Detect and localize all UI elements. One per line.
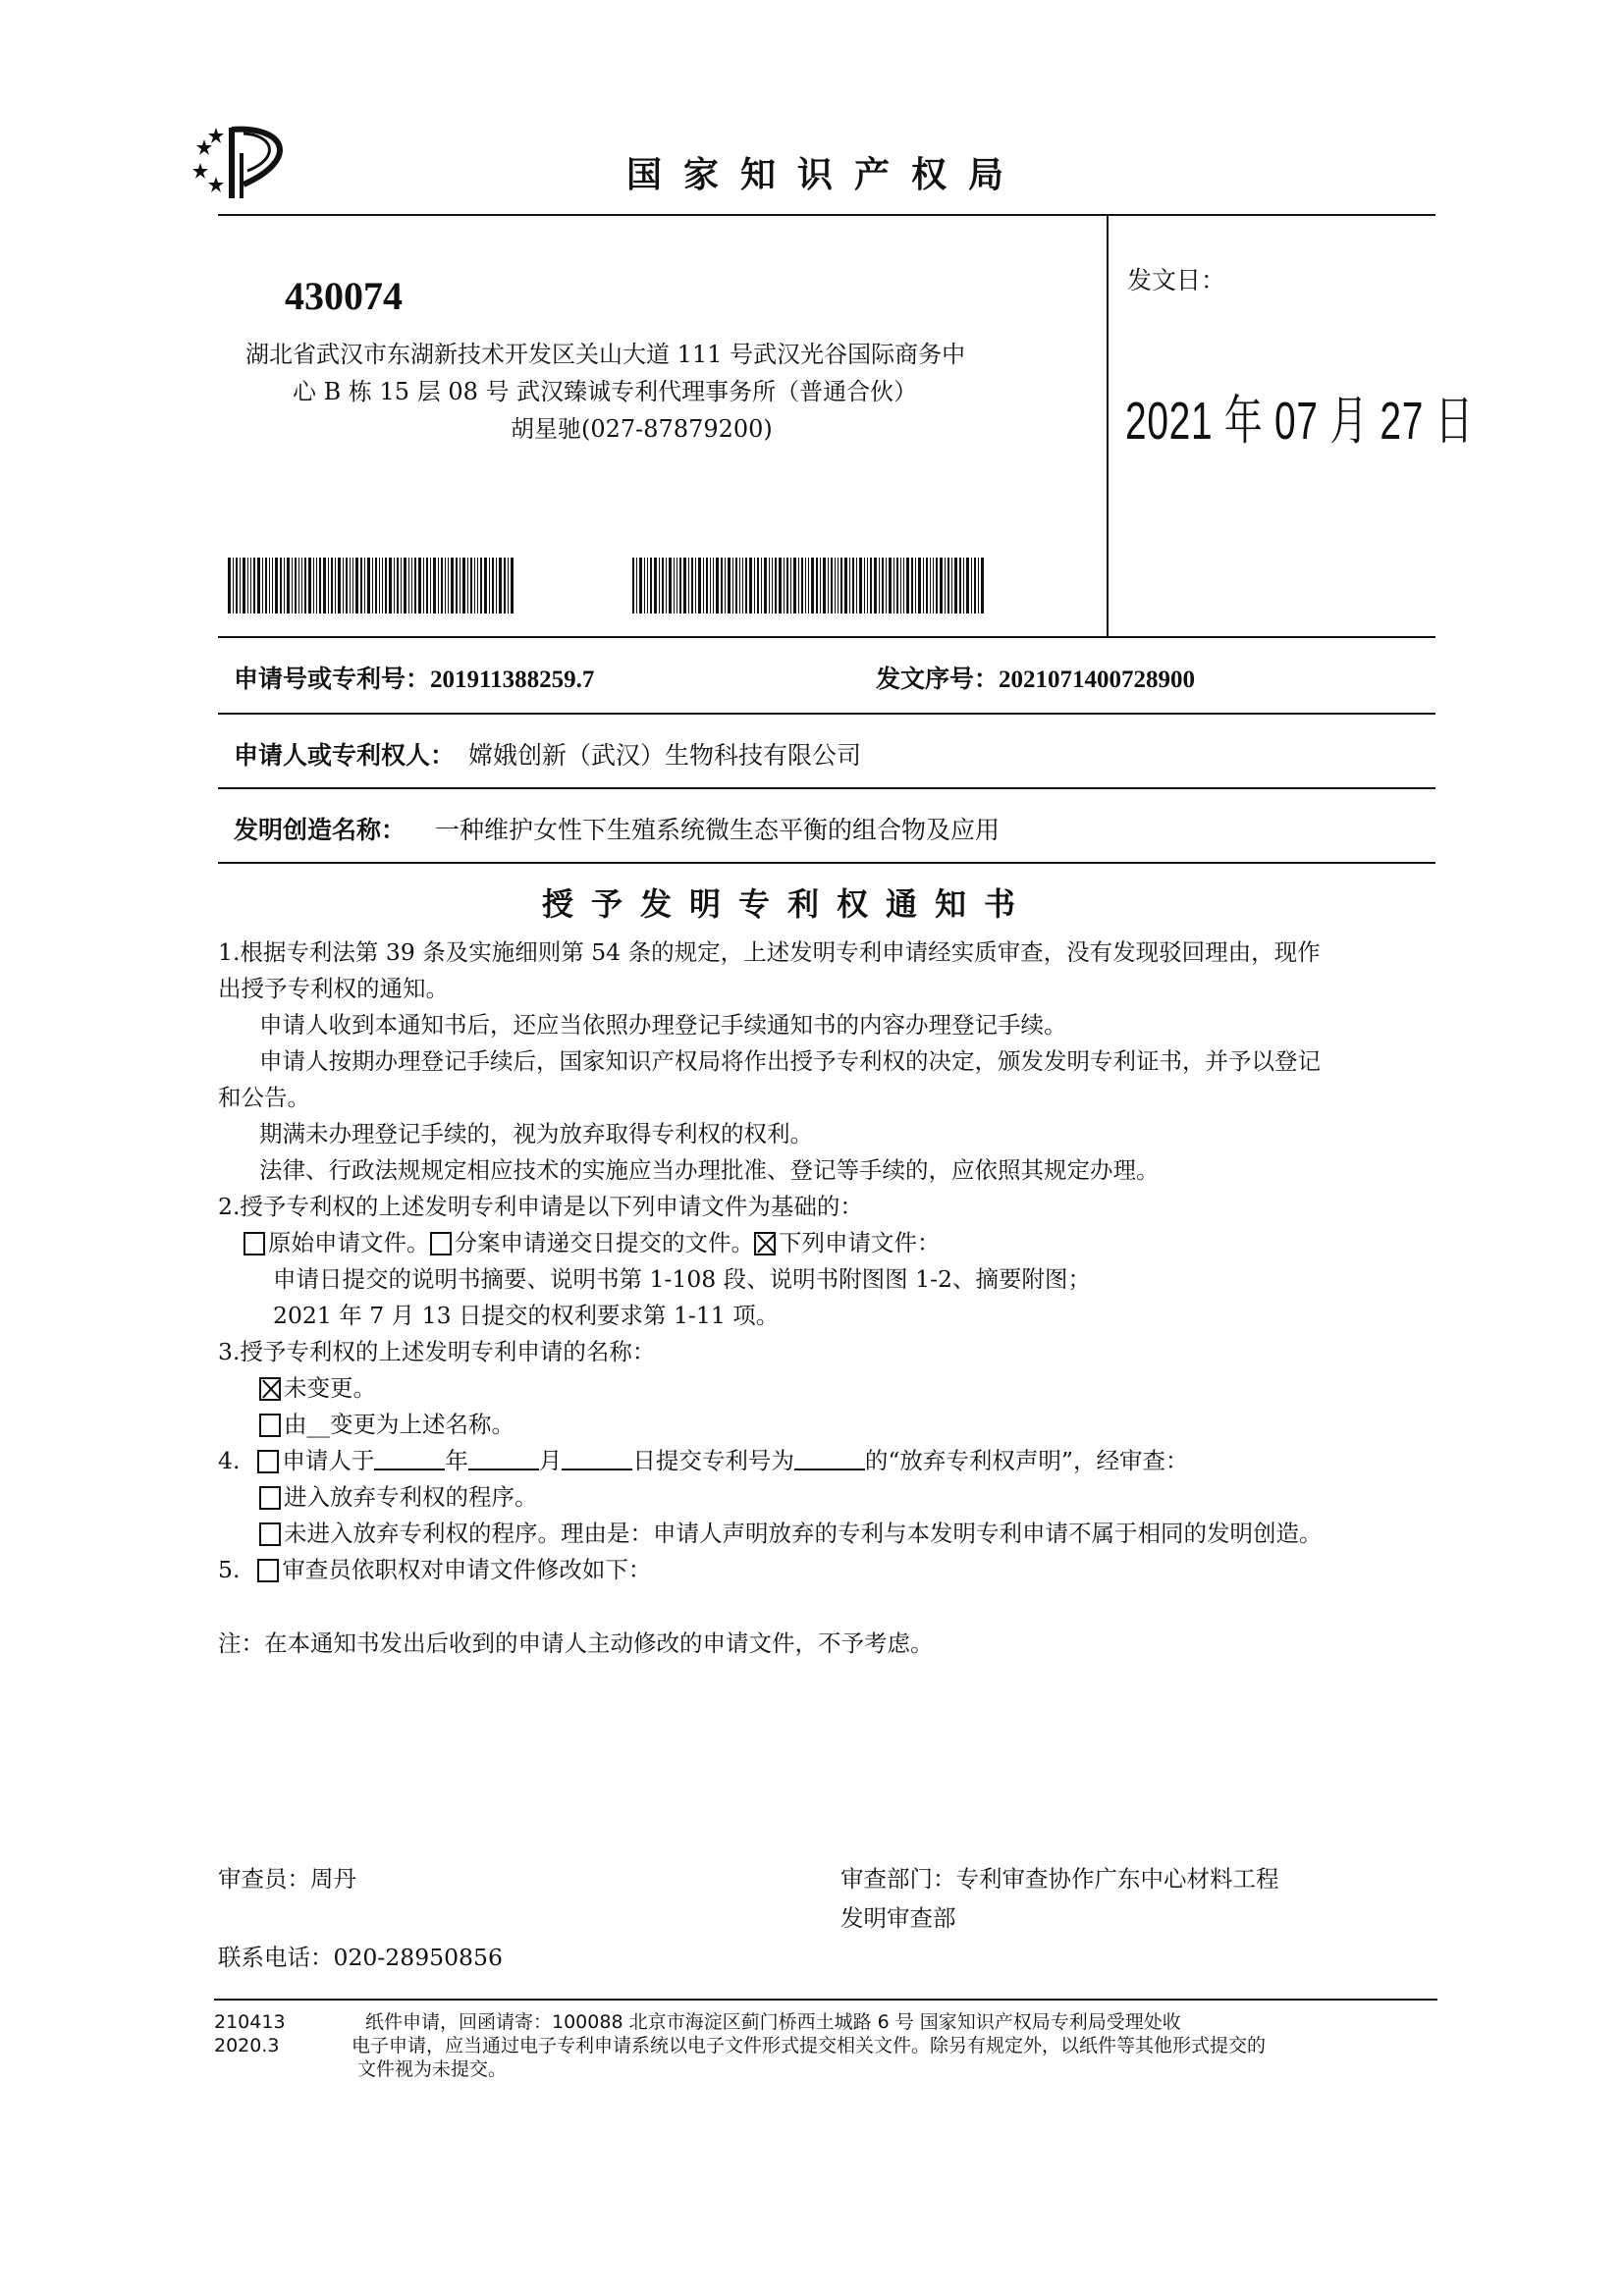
section-4-option-2 bbox=[218, 1516, 1445, 1552]
section-4-text-b: 年 bbox=[445, 1447, 468, 1474]
option-title-unchanged: 未变更。 bbox=[284, 1374, 376, 1402]
applicant-row bbox=[234, 736, 861, 772]
checkbox-not-enter-waiver[interactable] bbox=[259, 1522, 281, 1546]
para-1-line-1: 1.根据专利法第 39 条及实施细则第 54 条的规定，上述发明专利申请经实质审查，没有发现驳回理由，现作 bbox=[218, 938, 1321, 966]
section-2-options bbox=[218, 1225, 1445, 1261]
issue-date-label: 发文日： bbox=[1127, 266, 1226, 294]
department-line-2: 发明审查部 bbox=[840, 1904, 956, 1932]
section-4-number: 4. bbox=[218, 1447, 241, 1474]
row-rule-2 bbox=[218, 787, 1435, 789]
document-number: 2021071400728900 bbox=[999, 667, 1196, 693]
para-4: 期满未办理登记手续的，视为放弃取得专利权的权利。 bbox=[259, 1120, 813, 1148]
date-column-divider bbox=[1107, 214, 1109, 636]
application-number-row bbox=[234, 660, 594, 695]
section-2-detail-1: 申请日提交的说明书摘要、说明书第 1-108 段、说明书附图图 1-2、摘要附图； bbox=[273, 1265, 1091, 1293]
option-not-enter-waiver: 未进入放弃专利权的程序。理由是：申请人声明放弃的专利与本发明专利申请不属于相同的发明创造。 bbox=[284, 1520, 1323, 1547]
para-5: 法律、行政法规规定相应技术的实施应当办理批准、登记等手续的，应依照其规定办理。 bbox=[259, 1156, 1160, 1184]
footer-line-2: 电子申请，应当通过电子专利申请系统以电子文件形式提交相关文件。除另有规定外，以纸件等其他形式提交的 bbox=[352, 2035, 1267, 2056]
agency-title: 国家知识产权局 bbox=[626, 154, 1026, 195]
section-4-option-1 bbox=[218, 1479, 1445, 1516]
checkbox-waiver-declaration[interactable] bbox=[257, 1450, 279, 1473]
blank-day[interactable] bbox=[562, 1447, 632, 1470]
invention-row bbox=[234, 811, 1000, 846]
checkbox-enter-waiver[interactable] bbox=[259, 1486, 281, 1510]
section-5-line bbox=[218, 1552, 1445, 1588]
section-2-detail-2: 2021 年 7 月 13 日提交的权利要求第 1-11 项。 bbox=[273, 1302, 780, 1329]
footer-line-1: 纸件申请，回函请寄：100088 北京市海淀区蓟门桥西土城路 6 号 国家知识产权局专利局受理处收 bbox=[365, 2011, 1181, 2033]
notice-body bbox=[218, 934, 1445, 1662]
header-rule bbox=[218, 214, 1435, 216]
section-4-text-a: 申请人于 bbox=[282, 1447, 375, 1474]
issue-date: 2021 年 07 月 27 日 bbox=[1125, 392, 1475, 451]
blank-month[interactable] bbox=[468, 1447, 539, 1470]
address-line-1: 湖北省武汉市东湖新技术开发区关山大道 111 号武汉光谷国际商务中 bbox=[245, 341, 966, 368]
footer-line-3: 文件视为未提交。 bbox=[357, 2058, 508, 2080]
form-code-2: 2020.3 bbox=[214, 2035, 280, 2056]
section-5-text: 审查员依职权对申请文件修改如下： bbox=[282, 1556, 652, 1583]
section-3-option-2 bbox=[218, 1407, 1445, 1443]
form-code-1: 210413 bbox=[214, 2011, 286, 2033]
contact-phone: 联系电话：020-28950856 bbox=[218, 1944, 503, 1971]
checkbox-following-docs[interactable] bbox=[754, 1232, 776, 1255]
examiner: 审查员：周丹 bbox=[218, 1865, 356, 1893]
department-line-1: 审查部门：专利审查协作广东中心材料工程 bbox=[840, 1865, 1279, 1893]
application-number-label: 申请号或专利号： bbox=[234, 665, 431, 693]
application-number: 201911388259.7 bbox=[430, 667, 595, 693]
postcode: 430074 bbox=[285, 274, 403, 318]
option-original-docs: 原始申请文件。 bbox=[268, 1229, 430, 1256]
section-4-text-e: 的“放弃专利权声明”，经审查： bbox=[864, 1447, 1189, 1474]
section-4-text-c: 月 bbox=[538, 1447, 563, 1474]
checkbox-title-changed[interactable] bbox=[259, 1414, 281, 1437]
applicant-label: 申请人或专利权人： bbox=[234, 741, 456, 770]
checkbox-examiner-amendment[interactable] bbox=[257, 1559, 279, 1582]
section-2-title: 2.授予专利权的上述发明专利申请是以下列申请文件为基础的： bbox=[218, 1193, 863, 1220]
section-4-line bbox=[218, 1443, 1445, 1479]
document-number-label: 发文序号： bbox=[876, 665, 1000, 693]
section-5-number: 5. bbox=[218, 1556, 241, 1583]
section-3-title: 3.授予专利权的上述发明专利申请的名称： bbox=[218, 1338, 656, 1365]
note: 注：在本通知书发出后收到的申请人主动修改的申请文件，不予考虑。 bbox=[218, 1629, 934, 1657]
invention-title: 一种维护女性下生殖系统微生态平衡的组合物及应用 bbox=[435, 816, 1001, 844]
cnipa-logo bbox=[192, 120, 302, 202]
row-rule-1 bbox=[218, 713, 1435, 715]
para-3-line-1: 申请人按期办理登记手续后，国家知识产权局将作出授予专利权的决定，颁发发明专利证书，并予以登记 bbox=[259, 1047, 1321, 1075]
row-rule-3 bbox=[218, 862, 1435, 864]
checkbox-title-unchanged[interactable] bbox=[259, 1377, 281, 1401]
para-1-line-2: 出授予专利权的通知。 bbox=[218, 975, 449, 1002]
document-number-row bbox=[876, 660, 1195, 695]
barcode-right bbox=[632, 558, 1033, 614]
option-divisional-docs: 分案申请递交日提交的文件。 bbox=[454, 1229, 754, 1256]
blank-year[interactable] bbox=[374, 1447, 445, 1470]
checkbox-original-docs[interactable] bbox=[244, 1232, 265, 1255]
para-2: 申请人收到本通知书后，还应当依照办理登记手续通知书的内容办理登记手续。 bbox=[259, 1011, 1067, 1039]
blank-patent-number[interactable] bbox=[794, 1447, 865, 1470]
barcode-left bbox=[228, 558, 564, 614]
option-following-docs: 下列申请文件： bbox=[779, 1229, 941, 1256]
invention-label: 发明创造名称： bbox=[234, 816, 406, 844]
applicant-name: 嫦娥创新（武汉）生物科技有限公司 bbox=[468, 741, 862, 770]
address-line-2: 心 B 栋 15 层 08 号 武汉臻诚专利代理事务所（普通合伙） bbox=[293, 378, 918, 405]
section-3-option-1 bbox=[218, 1370, 1445, 1407]
contact-person: 胡星驰(027-87879200) bbox=[511, 415, 773, 443]
option-enter-waiver: 进入放弃专利权的程序。 bbox=[284, 1483, 538, 1511]
option-title-changed: 由__变更为上述名称。 bbox=[284, 1411, 514, 1438]
address-block-bottom-rule bbox=[218, 636, 1435, 638]
section-4-text-d: 日提交专利号为 bbox=[632, 1447, 794, 1474]
checkbox-divisional-docs[interactable] bbox=[430, 1232, 452, 1255]
para-3-line-2: 和公告。 bbox=[218, 1084, 310, 1111]
notice-title: 授予发明专利权通知书 bbox=[542, 885, 1034, 923]
footer-rule bbox=[214, 1999, 1437, 2001]
